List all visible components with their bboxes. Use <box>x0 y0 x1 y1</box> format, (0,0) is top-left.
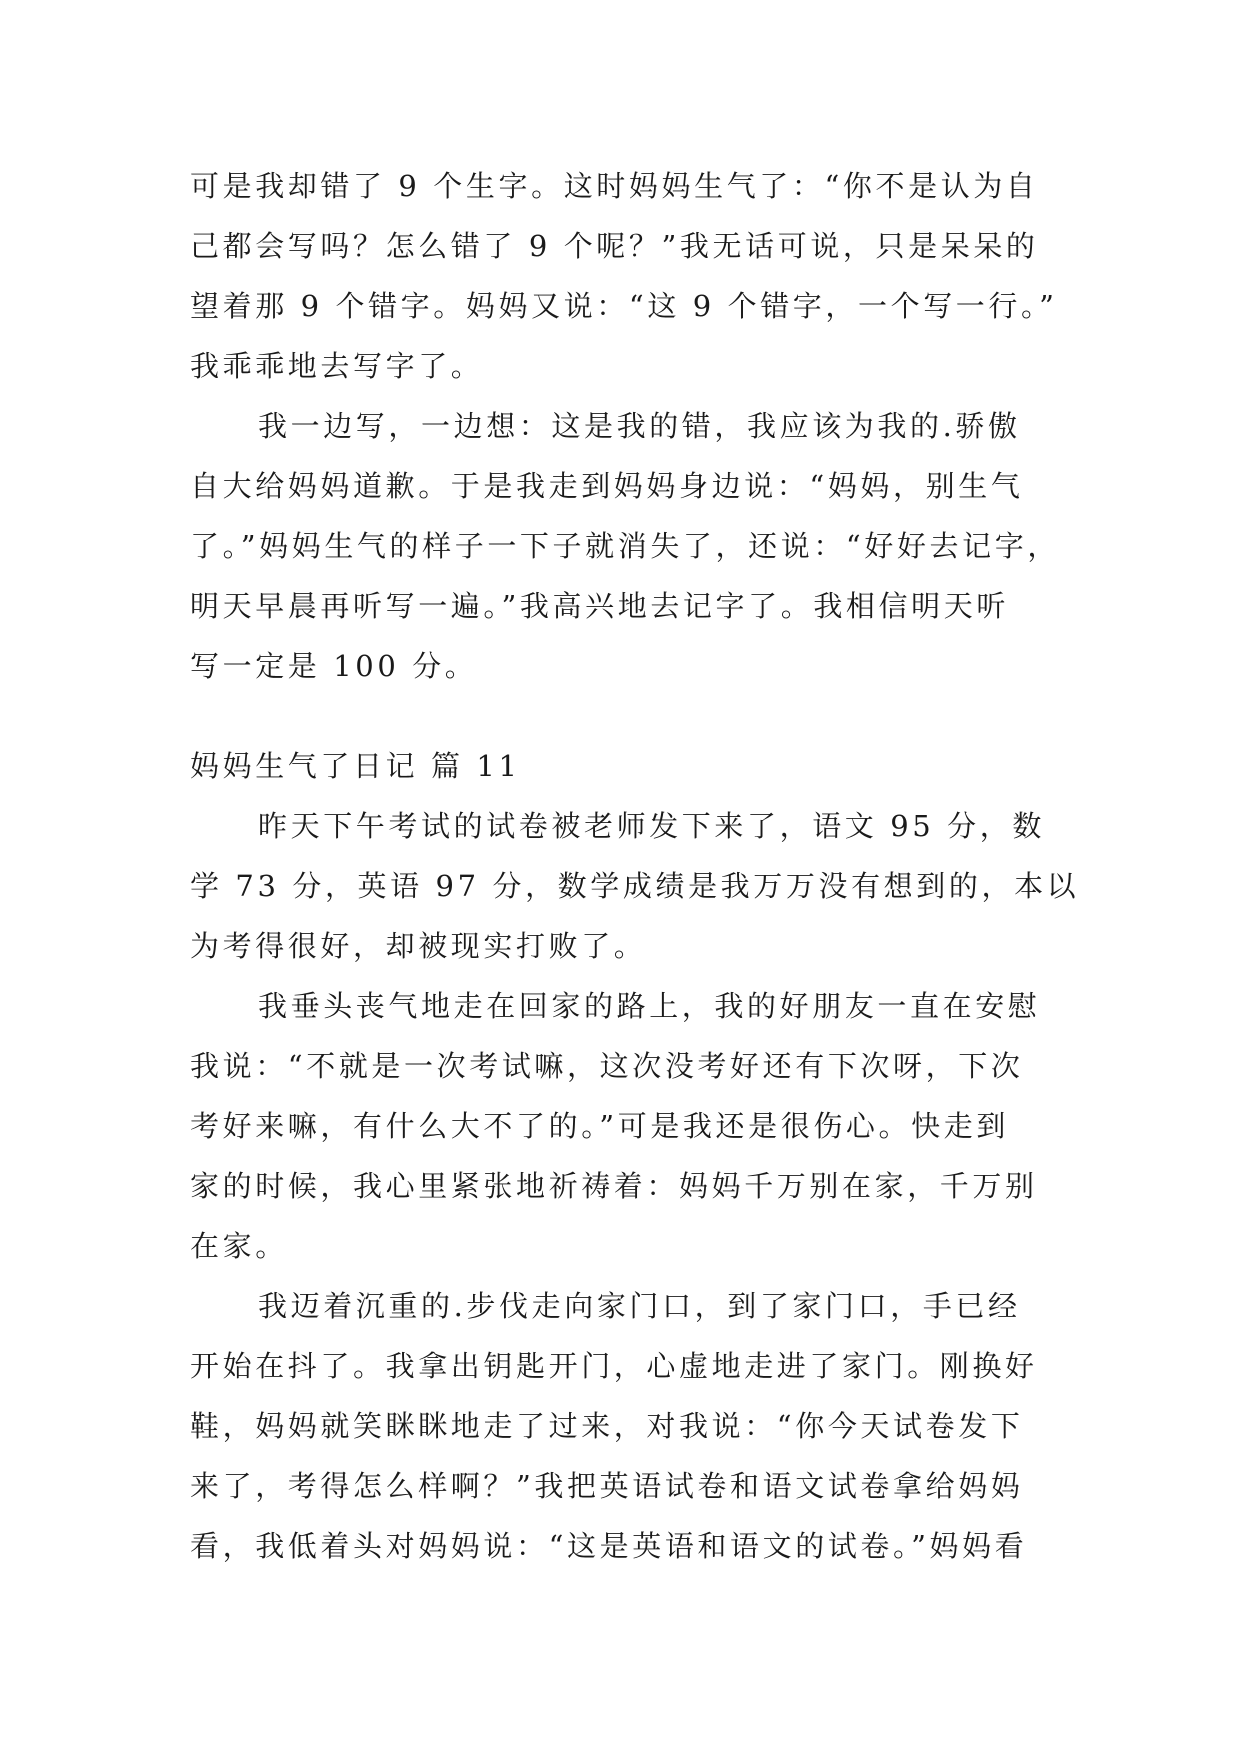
paragraph-line: 我垂头丧气地走在回家的路上，我的好朋友一直在安慰 <box>258 989 1041 1023</box>
paragraph-line: 写一定是 100 分。 <box>190 649 478 683</box>
paragraph-line: 学 73 分，英语 97 分，数学成绩是我万万没有想到的，本以 <box>190 869 1080 903</box>
paragraph-line: 在家。 <box>190 1229 288 1263</box>
paragraph-line: 我迈着沉重的.步伐走向家门口，到了家门口，手已经 <box>258 1289 1021 1323</box>
paragraph-line: 昨天下午考试的试卷被老师发下来了，语文 95 分，数 <box>258 809 1045 843</box>
paragraph-line: 自大给妈妈道歉。于是我走到妈妈身边说：“妈妈，别生气 <box>190 469 1024 503</box>
section-heading: 妈妈生气了日记 篇 11 <box>190 749 521 783</box>
paragraph-line: 鞋，妈妈就笑眯眯地走了过来，对我说：“你今天试卷发下 <box>190 1409 1024 1443</box>
paragraph-line: 来了，考得怎么样啊？”我把英语试卷和语文试卷拿给妈妈 <box>190 1469 1024 1503</box>
paragraph-line: 明天早晨再听写一遍。”我高兴地去记字了。我相信明天听 <box>190 589 1009 623</box>
paragraph-line: 为考得很好，却被现实打败了。 <box>190 929 647 963</box>
paragraph-line: 我一边写，一边想：这是我的错，我应该为我的.骄傲 <box>258 409 1021 443</box>
paragraph-line: 我说：“不就是一次考试嘛，这次没考好还有下次呀，下次 <box>190 1049 1024 1083</box>
paragraph-line: 了。”妈妈生气的样子一下子就消失了，还说：“好好去记字， <box>190 529 1060 563</box>
paragraph-line: 开始在抖了。我拿出钥匙开门，心虚地走进了家门。刚换好 <box>190 1349 1038 1383</box>
paragraph-line: 望着那 9 个错字。妈妈又说：“这 9 个错字，一个写一行。” <box>190 289 1058 323</box>
paragraph-line: 看，我低着头对妈妈说：“这是英语和语文的试卷。”妈妈看 <box>190 1529 1028 1563</box>
paragraph-line: 家的时候，我心里紧张地祈祷着：妈妈千万别在家，千万别 <box>190 1169 1038 1203</box>
paragraph-line: 我乖乖地去写字了。 <box>190 349 484 383</box>
paragraph-line: 己都会写吗？怎么错了 9 个呢？”我无话可说，只是呆呆的 <box>190 229 1039 263</box>
paragraph-line: 考好来嘛，有什么大不了的。”可是我还是很伤心。快走到 <box>190 1109 1009 1143</box>
paragraph-line: 可是我却错了 9 个生字。这时妈妈生气了：“你不是认为自 <box>190 169 1039 203</box>
